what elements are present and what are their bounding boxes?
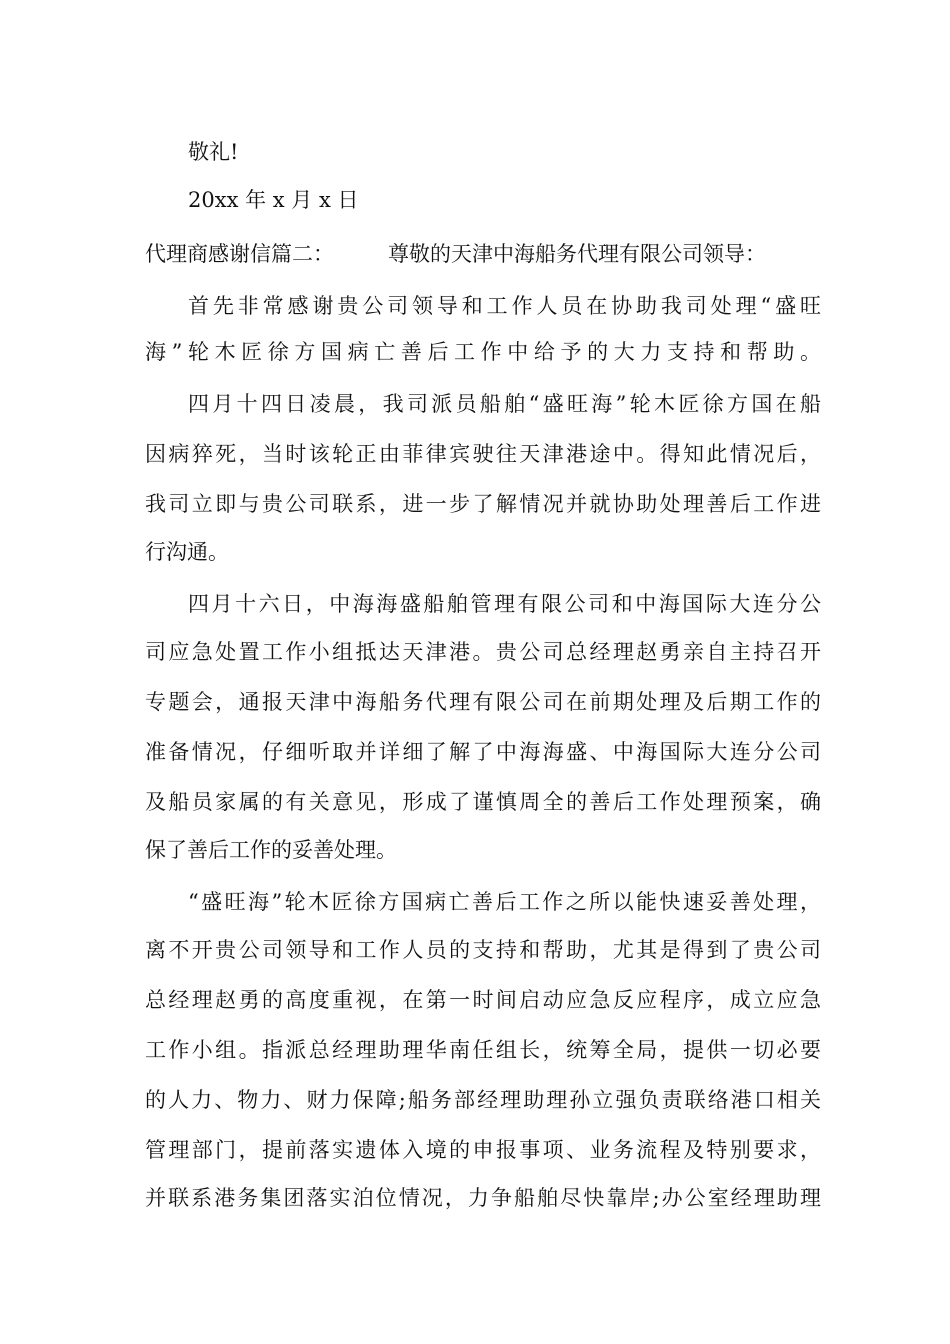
closing-salutation: 敬礼!	[188, 140, 239, 164]
section-title: 代理商感谢信篇二：	[145, 242, 334, 266]
text-line: 及船员家属的有关意见，形成了谨慎周全的善后工作处理预案，确	[145, 790, 821, 814]
text-line: 离不开贵公司领导和工作人员的支持和帮助，尤其是得到了贵公司	[145, 938, 821, 962]
addressee: 尊敬的天津中海船务代理有限公司领导：	[388, 242, 766, 266]
section-heading-row	[145, 240, 821, 268]
text-line: 行沟通。	[145, 540, 229, 564]
text-line: 海”轮木匠徐方国病亡善后工作中给予的大力支持和帮助。	[145, 340, 821, 364]
text-line: 的人力、物力、财力保障;船务部经理助理孙立强负责联络港口相关	[145, 1088, 821, 1112]
text-line: 管理部门，提前落实遗体入境的申报事项、业务流程及特别要求，	[145, 1138, 821, 1162]
text-line: 我司立即与贵公司联系，进一步了解情况并就协助处理善后工作进	[145, 492, 821, 516]
letter-date: 20xx 年 x 月 x 日	[188, 188, 359, 212]
text-line: 四月十四日凌晨，我司派员船舶“盛旺海”轮木匠徐方国在船	[188, 392, 821, 416]
text-line: 首先非常感谢贵公司领导和工作人员在协助我司处理“盛旺	[188, 294, 821, 318]
text-line: 专题会，通报天津中海船务代理有限公司在前期处理及后期工作的	[145, 690, 821, 714]
text-line: 司应急处置工作小组抵达天津港。贵公司总经理赵勇亲自主持召开	[145, 640, 821, 664]
text-line: 因病猝死，当时该轮正由菲律宾驶往天津港途中。得知此情况后，	[145, 442, 821, 466]
text-line: 总经理赵勇的高度重视，在第一时间启动应急反应程序，成立应急	[145, 988, 821, 1012]
text-line: “盛旺海”轮木匠徐方国病亡善后工作之所以能快速妥善处理，	[188, 890, 821, 914]
text-line: 工作小组。指派总经理助理华南任组长，统筹全局，提供一切必要	[145, 1038, 821, 1062]
text-line: 四月十六日，中海海盛船舶管理有限公司和中海国际大连分公	[188, 592, 821, 616]
text-line: 准备情况，仔细听取并详细了解了中海海盛、中海国际大连分公司	[145, 740, 821, 764]
text-line: 并联系港务集团落实泊位情况，力争船舶尽快靠岸;办公室经理助理	[145, 1186, 821, 1210]
text-line: 保了善后工作的妥善处理。	[145, 838, 397, 862]
